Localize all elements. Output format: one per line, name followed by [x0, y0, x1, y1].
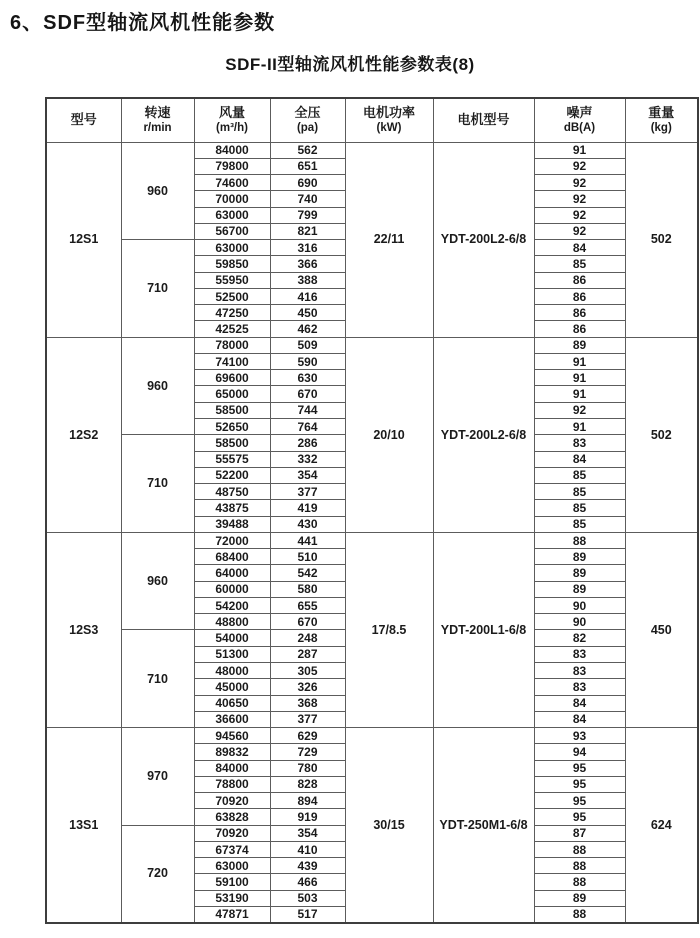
- noise-cell: 93: [534, 728, 625, 744]
- airflow-cell: 59850: [194, 256, 270, 272]
- pressure-cell: 821: [270, 223, 345, 239]
- airflow-cell: 42525: [194, 321, 270, 337]
- pressure-cell: 410: [270, 841, 345, 857]
- airflow-cell: 52200: [194, 467, 270, 483]
- table-row: [46, 728, 698, 744]
- noise-cell: 88: [534, 858, 625, 874]
- pressure-cell: 450: [270, 305, 345, 321]
- airflow-cell: 52500: [194, 288, 270, 304]
- pressure-cell: 744: [270, 402, 345, 418]
- airflow-cell: 52650: [194, 419, 270, 435]
- table-row: [46, 142, 698, 158]
- airflow-cell: 53190: [194, 890, 270, 906]
- speed-cell-13S1-970: 970: [121, 728, 194, 826]
- pressure-cell: 368: [270, 695, 345, 711]
- pressure-cell: 462: [270, 321, 345, 337]
- power-cell-12S1: 22/11: [345, 142, 433, 337]
- header-model: [46, 98, 121, 142]
- airflow-cell: 72000: [194, 532, 270, 548]
- airflow-cell: 67374: [194, 841, 270, 857]
- pressure-cell: 466: [270, 874, 345, 890]
- noise-cell: 94: [534, 744, 625, 760]
- pressure-cell: 509: [270, 337, 345, 353]
- pressure-cell: 354: [270, 825, 345, 841]
- pressure-cell: 740: [270, 191, 345, 207]
- pressure-cell: 287: [270, 646, 345, 662]
- airflow-cell: 70920: [194, 793, 270, 809]
- pressure-cell: 326: [270, 679, 345, 695]
- pressure-cell: 366: [270, 256, 345, 272]
- header-airflow-unit: (m³/h): [216, 122, 248, 135]
- pressure-cell: 764: [270, 419, 345, 435]
- pressure-cell: 286: [270, 435, 345, 451]
- airflow-cell: 74600: [194, 175, 270, 191]
- noise-cell: 89: [534, 565, 625, 581]
- model-cell-12S2: 12S2: [46, 337, 121, 532]
- pressure-cell: 305: [270, 663, 345, 679]
- pressure-cell: 690: [270, 175, 345, 191]
- pressure-cell: 651: [270, 158, 345, 174]
- pressure-cell: 894: [270, 793, 345, 809]
- pressure-cell: 354: [270, 467, 345, 483]
- header-weight-unit: (kg): [650, 122, 672, 135]
- noise-cell: 91: [534, 142, 625, 158]
- header-model-label: 型号: [70, 112, 97, 128]
- airflow-cell: 89832: [194, 744, 270, 760]
- noise-cell: 91: [534, 370, 625, 386]
- noise-cell: 86: [534, 288, 625, 304]
- weight-cell-12S2: 502: [625, 337, 698, 532]
- header-row: [46, 98, 698, 142]
- pressure-cell: 517: [270, 906, 345, 922]
- pressure-cell: 670: [270, 386, 345, 402]
- pressure-cell: 590: [270, 353, 345, 369]
- airflow-cell: 70920: [194, 825, 270, 841]
- pressure-cell: 316: [270, 240, 345, 256]
- noise-cell: 83: [534, 435, 625, 451]
- pressure-cell: 430: [270, 516, 345, 532]
- airflow-cell: 64000: [194, 565, 270, 581]
- noise-cell: 84: [534, 711, 625, 727]
- pressure-cell: 441: [270, 532, 345, 548]
- model-cell-12S1: 12S1: [46, 142, 121, 337]
- motor-model-cell-12S1: YDT-200L2-6/8: [433, 142, 534, 337]
- header-weight: [625, 98, 698, 142]
- airflow-cell: 39488: [194, 516, 270, 532]
- airflow-cell: 54000: [194, 630, 270, 646]
- airflow-cell: 69600: [194, 370, 270, 386]
- pressure-cell: 332: [270, 451, 345, 467]
- pressure-cell: 799: [270, 207, 345, 223]
- pressure-cell: 655: [270, 597, 345, 613]
- motor-model-cell-12S2: YDT-200L2-6/8: [433, 337, 534, 532]
- noise-cell: 88: [534, 841, 625, 857]
- table-body: [46, 142, 698, 923]
- noise-cell: 92: [534, 402, 625, 418]
- pressure-cell: 630: [270, 370, 345, 386]
- speed-cell-12S2-710: 710: [121, 435, 194, 533]
- noise-cell: 89: [534, 337, 625, 353]
- pressure-cell: 503: [270, 890, 345, 906]
- airflow-cell: 43875: [194, 500, 270, 516]
- noise-cell: 86: [534, 305, 625, 321]
- noise-cell: 88: [534, 874, 625, 890]
- power-cell-12S3: 17/8.5: [345, 532, 433, 727]
- noise-cell: 85: [534, 484, 625, 500]
- noise-cell: 83: [534, 679, 625, 695]
- header-noise: [534, 98, 625, 142]
- noise-cell: 84: [534, 695, 625, 711]
- header-pressure-label: 全压: [294, 104, 321, 120]
- airflow-cell: 54200: [194, 597, 270, 613]
- pressure-cell: 919: [270, 809, 345, 825]
- airflow-cell: 51300: [194, 646, 270, 662]
- speed-cell-12S3-710: 710: [121, 630, 194, 728]
- noise-cell: 95: [534, 809, 625, 825]
- airflow-cell: 48000: [194, 663, 270, 679]
- noise-cell: 86: [534, 272, 625, 288]
- header-motor-model: [433, 98, 534, 142]
- header-weight-label: 重量: [648, 104, 675, 120]
- pressure-cell: 416: [270, 288, 345, 304]
- pressure-cell: 439: [270, 858, 345, 874]
- airflow-cell: 45000: [194, 679, 270, 695]
- airflow-cell: 63000: [194, 858, 270, 874]
- speed-cell-13S1-720: 720: [121, 825, 194, 923]
- speed-cell-12S3-960: 960: [121, 532, 194, 630]
- fan-performance-table: [45, 97, 699, 924]
- header-airflow-label: 风量: [218, 104, 245, 120]
- airflow-cell: 47871: [194, 906, 270, 922]
- airflow-cell: 63828: [194, 809, 270, 825]
- airflow-cell: 47250: [194, 305, 270, 321]
- table-row: [46, 337, 698, 353]
- airflow-cell: 65000: [194, 386, 270, 402]
- noise-cell: 82: [534, 630, 625, 646]
- model-cell-12S3: 12S3: [46, 532, 121, 727]
- pressure-cell: 248: [270, 630, 345, 646]
- noise-cell: 85: [534, 500, 625, 516]
- pressure-cell: 562: [270, 142, 345, 158]
- noise-cell: 86: [534, 321, 625, 337]
- model-cell-13S1: 13S1: [46, 728, 121, 923]
- airflow-cell: 78000: [194, 337, 270, 353]
- table-row: [46, 532, 698, 548]
- airflow-cell: 79800: [194, 158, 270, 174]
- airflow-cell: 78800: [194, 776, 270, 792]
- noise-cell: 92: [534, 191, 625, 207]
- header-power-unit: (kW): [376, 122, 402, 135]
- noise-cell: 90: [534, 614, 625, 630]
- weight-cell-13S1: 624: [625, 728, 698, 923]
- airflow-cell: 36600: [194, 711, 270, 727]
- noise-cell: 87: [534, 825, 625, 841]
- airflow-cell: 48800: [194, 614, 270, 630]
- power-cell-13S1: 30/15: [345, 728, 433, 923]
- airflow-cell: 74100: [194, 353, 270, 369]
- airflow-cell: 63000: [194, 207, 270, 223]
- speed-cell-12S1-710: 710: [121, 240, 194, 338]
- header-power-label: 电机功率: [362, 104, 415, 120]
- pressure-cell: 542: [270, 565, 345, 581]
- noise-cell: 92: [534, 158, 625, 174]
- noise-cell: 91: [534, 386, 625, 402]
- header-speed-label: 转速: [144, 104, 171, 120]
- noise-cell: 84: [534, 240, 625, 256]
- noise-cell: 92: [534, 175, 625, 191]
- header-airflow: [194, 98, 270, 142]
- pressure-cell: 828: [270, 776, 345, 792]
- pressure-cell: 580: [270, 581, 345, 597]
- noise-cell: 85: [534, 467, 625, 483]
- header-speed: [121, 98, 194, 142]
- noise-cell: 85: [534, 256, 625, 272]
- airflow-cell: 94560: [194, 728, 270, 744]
- pressure-cell: 419: [270, 500, 345, 516]
- pressure-cell: 780: [270, 760, 345, 776]
- table-subtitle: SDF-II型轴流风机性能参数表(8): [225, 55, 475, 74]
- speed-cell-12S1-960: 960: [121, 142, 194, 240]
- header-noise-unit: dB(A): [563, 122, 596, 135]
- pressure-cell: 729: [270, 744, 345, 760]
- noise-cell: 85: [534, 516, 625, 532]
- noise-cell: 95: [534, 776, 625, 792]
- airflow-cell: 84000: [194, 760, 270, 776]
- pressure-cell: 629: [270, 728, 345, 744]
- airflow-cell: 56700: [194, 223, 270, 239]
- header-pressure-unit: (pa): [296, 122, 319, 135]
- airflow-cell: 70000: [194, 191, 270, 207]
- motor-model-cell-12S3: YDT-200L1-6/8: [433, 532, 534, 727]
- airflow-cell: 55575: [194, 451, 270, 467]
- noise-cell: 90: [534, 597, 625, 613]
- pressure-cell: 377: [270, 484, 345, 500]
- airflow-cell: 40650: [194, 695, 270, 711]
- noise-cell: 88: [534, 532, 625, 548]
- pressure-cell: 388: [270, 272, 345, 288]
- airflow-cell: 68400: [194, 549, 270, 565]
- airflow-cell: 84000: [194, 142, 270, 158]
- noise-cell: 95: [534, 793, 625, 809]
- airflow-cell: 55950: [194, 272, 270, 288]
- noise-cell: 89: [534, 581, 625, 597]
- pressure-cell: 510: [270, 549, 345, 565]
- noise-cell: 95: [534, 760, 625, 776]
- motor-model-cell-13S1: YDT-250M1-6/8: [433, 728, 534, 923]
- page-title: 6、SDF型轴流风机性能参数: [10, 12, 276, 34]
- noise-cell: 88: [534, 906, 625, 922]
- airflow-cell: 59100: [194, 874, 270, 890]
- noise-cell: 83: [534, 663, 625, 679]
- header-motor-model-label: 电机型号: [457, 112, 510, 128]
- noise-cell: 83: [534, 646, 625, 662]
- header-pressure: [270, 98, 345, 142]
- noise-cell: 91: [534, 419, 625, 435]
- airflow-cell: 63000: [194, 240, 270, 256]
- power-cell-12S2: 20/10: [345, 337, 433, 532]
- airflow-cell: 60000: [194, 581, 270, 597]
- pressure-cell: 670: [270, 614, 345, 630]
- pressure-cell: 377: [270, 711, 345, 727]
- noise-cell: 91: [534, 353, 625, 369]
- noise-cell: 92: [534, 207, 625, 223]
- weight-cell-12S1: 502: [625, 142, 698, 337]
- noise-cell: 89: [534, 890, 625, 906]
- header-speed-unit: r/min: [143, 122, 172, 135]
- noise-cell: 89: [534, 549, 625, 565]
- header-noise-label: 噪声: [566, 104, 593, 120]
- noise-cell: 84: [534, 451, 625, 467]
- airflow-cell: 58500: [194, 435, 270, 451]
- airflow-cell: 58500: [194, 402, 270, 418]
- airflow-cell: 48750: [194, 484, 270, 500]
- header-power: [345, 98, 433, 142]
- weight-cell-12S3: 450: [625, 532, 698, 727]
- noise-cell: 92: [534, 223, 625, 239]
- speed-cell-12S2-960: 960: [121, 337, 194, 435]
